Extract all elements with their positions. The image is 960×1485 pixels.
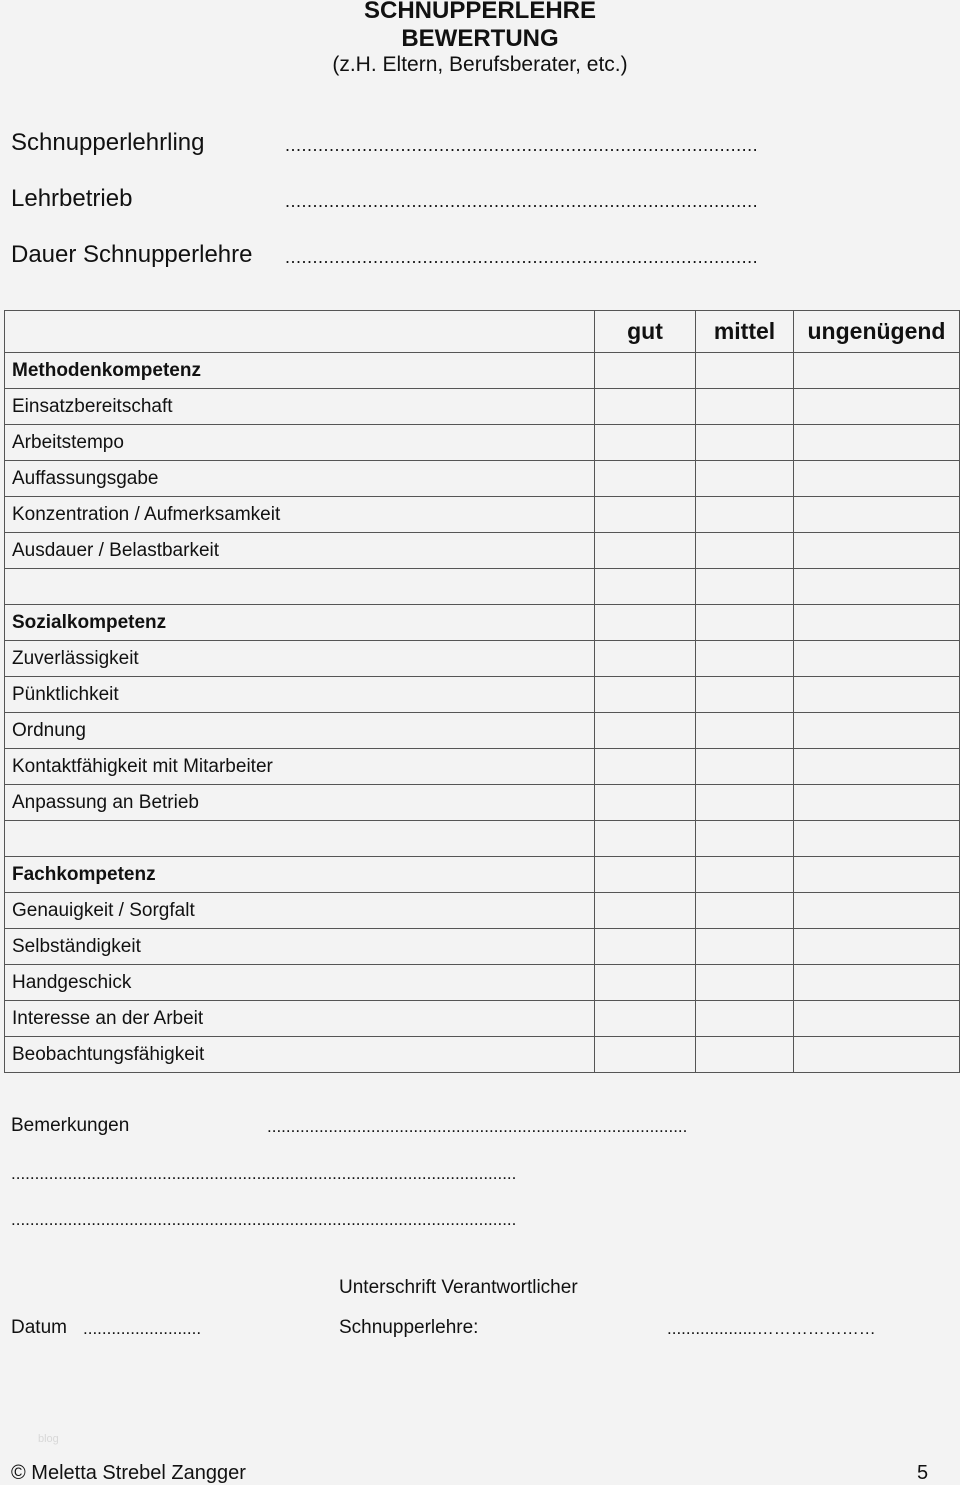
rating-cell-gut[interactable] <box>595 677 696 713</box>
evaluation-table <box>4 310 960 1073</box>
rating-cell-ungenuegend[interactable] <box>794 965 960 1001</box>
signature-dots: ...................………………… <box>667 1319 876 1338</box>
criterion-label: Beobachtungsfähigkeit <box>5 1037 595 1073</box>
rating-cell-gut[interactable] <box>595 785 696 821</box>
rating-cell-mittel[interactable] <box>696 1001 794 1037</box>
rating-cell-ungenuegend <box>794 821 960 857</box>
blank-row <box>5 821 960 857</box>
rating-cell-ungenuegend[interactable] <box>794 929 960 965</box>
rating-cell-mittel[interactable] <box>696 641 794 677</box>
field-dots-lehrbetrieb: ...................................................................................... <box>285 191 759 211</box>
table-header-blank <box>5 311 595 353</box>
rating-cell-mittel[interactable] <box>696 425 794 461</box>
rating-cell-ungenuegend[interactable] <box>794 497 960 533</box>
page-number: 5 <box>917 1462 929 1484</box>
rating-cell-mittel[interactable] <box>696 1037 794 1073</box>
table-row <box>5 425 960 461</box>
rating-cell-mittel <box>696 857 794 893</box>
rating-cell-ungenuegend[interactable] <box>794 785 960 821</box>
rating-cell-mittel[interactable] <box>696 785 794 821</box>
rating-cell-ungenuegend[interactable] <box>794 461 960 497</box>
rating-cell-ungenuegend[interactable] <box>794 425 960 461</box>
rating-cell-mittel[interactable] <box>696 713 794 749</box>
criterion-label: Ausdauer / Belastbarkeit <box>5 533 595 569</box>
criterion-label: Selbständigkeit <box>5 929 595 965</box>
table-row <box>5 641 960 677</box>
rating-cell-gut[interactable] <box>595 641 696 677</box>
remarks-label: Bemerkungen <box>11 1115 130 1136</box>
rating-cell-mittel <box>696 353 794 389</box>
rating-cell-mittel[interactable] <box>696 533 794 569</box>
rating-cell-mittel[interactable] <box>696 965 794 1001</box>
criterion-label <box>5 821 595 857</box>
rating-cell-gut[interactable] <box>595 713 696 749</box>
column-header-gut: gut <box>595 311 696 353</box>
rating-cell-gut[interactable] <box>595 749 696 785</box>
signature-label-line1: Unterschrift Verantwortlicher <box>339 1277 578 1298</box>
rating-cell-ungenuegend <box>794 857 960 893</box>
field-dots-schnupperlehrling: ...................................................................................... <box>285 135 759 155</box>
rating-cell-gut <box>595 569 696 605</box>
rating-cell-gut[interactable] <box>595 965 696 1001</box>
document-title-line1: SCHNUPPERLEHRE <box>363 0 597 24</box>
table-row <box>5 785 960 821</box>
table-row <box>5 893 960 929</box>
column-header-ungenuegend: ungenügend <box>794 311 960 353</box>
rating-cell-mittel[interactable] <box>696 749 794 785</box>
table-row <box>5 749 960 785</box>
table-row <box>5 929 960 965</box>
field-dots-dauer: ...................................................................................... <box>285 247 759 267</box>
rating-cell-ungenuegend[interactable] <box>794 389 960 425</box>
table-row <box>5 713 960 749</box>
rating-cell-ungenuegend[interactable] <box>794 1001 960 1037</box>
rating-cell-ungenuegend[interactable] <box>794 533 960 569</box>
remarks-dots-line2: ........................................................................................................... <box>11 1164 517 1183</box>
table-header-row <box>5 311 960 353</box>
criterion-label: Interesse an der Arbeit <box>5 1001 595 1037</box>
document-title-line2: BEWERTUNG <box>401 25 559 52</box>
criterion-label: Kontaktfähigkeit mit Mitarbeiter <box>5 749 595 785</box>
copyright-text: © Meletta Strebel Zangger <box>11 1462 246 1484</box>
rating-cell-gut <box>595 605 696 641</box>
criterion-label: Pünktlichkeit <box>5 677 595 713</box>
rating-cell-ungenuegend <box>794 569 960 605</box>
rating-cell-mittel[interactable] <box>696 389 794 425</box>
table-row <box>5 1001 960 1037</box>
table-row <box>5 965 960 1001</box>
rating-cell-mittel[interactable] <box>696 461 794 497</box>
rating-cell-ungenuegend[interactable] <box>794 713 960 749</box>
rating-cell-gut <box>595 857 696 893</box>
criterion-label: Konzentration / Aufmerksamkeit <box>5 497 595 533</box>
field-label-dauer: Dauer Schnupperlehre <box>11 241 253 268</box>
table-row <box>5 533 960 569</box>
table-row <box>5 461 960 497</box>
rating-cell-mittel <box>696 821 794 857</box>
rating-cell-gut[interactable] <box>595 389 696 425</box>
date-label: Datum <box>11 1317 67 1338</box>
rating-cell-gut[interactable] <box>595 1037 696 1073</box>
table-row <box>5 1037 960 1073</box>
criterion-label: Zuverlässigkeit <box>5 641 595 677</box>
rating-cell-gut <box>595 353 696 389</box>
rating-cell-ungenuegend[interactable] <box>794 677 960 713</box>
rating-cell-ungenuegend <box>794 353 960 389</box>
rating-cell-gut[interactable] <box>595 461 696 497</box>
table-row <box>5 677 960 713</box>
rating-cell-gut[interactable] <box>595 893 696 929</box>
remarks-dots-line3: ........................................................................................................... <box>11 1210 517 1229</box>
rating-cell-gut[interactable] <box>595 533 696 569</box>
rating-cell-gut[interactable] <box>595 425 696 461</box>
rating-cell-gut[interactable] <box>595 929 696 965</box>
date-dots: ......................... <box>83 1319 202 1338</box>
rating-cell-gut[interactable] <box>595 497 696 533</box>
section-row <box>5 857 960 893</box>
criterion-label <box>5 569 595 605</box>
column-header-mittel: mittel <box>696 311 794 353</box>
criterion-label: Einsatzbereitschaft <box>5 389 595 425</box>
rating-cell-ungenuegend[interactable] <box>794 1037 960 1073</box>
watermark-text: blog <box>38 1433 59 1445</box>
table-row <box>5 497 960 533</box>
criterion-label: Genauigkeit / Sorgfalt <box>5 893 595 929</box>
rating-cell-gut <box>595 821 696 857</box>
rating-cell-ungenuegend <box>794 605 960 641</box>
rating-cell-mittel <box>696 605 794 641</box>
rating-cell-mittel <box>696 569 794 605</box>
rating-cell-ungenuegend[interactable] <box>794 893 960 929</box>
rating-cell-mittel[interactable] <box>696 929 794 965</box>
section-row <box>5 605 960 641</box>
criterion-label: Arbeitstempo <box>5 425 595 461</box>
remarks-dots-line1: ......................................................................................... <box>267 1117 688 1136</box>
rating-cell-mittel[interactable] <box>696 893 794 929</box>
rating-cell-mittel[interactable] <box>696 497 794 533</box>
section-heading: Fachkompetenz <box>5 857 595 893</box>
section-heading: Methodenkompetenz <box>5 353 595 389</box>
signature-label-line2: Schnupperlehre: <box>339 1317 479 1338</box>
document-subtitle: (z.H. Eltern, Berufsberater, etc.) <box>332 53 628 76</box>
criterion-label: Auffassungsgabe <box>5 461 595 497</box>
criterion-label: Handgeschick <box>5 965 595 1001</box>
section-row <box>5 353 960 389</box>
rating-cell-gut[interactable] <box>595 1001 696 1037</box>
rating-cell-mittel[interactable] <box>696 677 794 713</box>
field-label-lehrbetrieb: Lehrbetrieb <box>11 185 133 212</box>
table-row <box>5 389 960 425</box>
blank-row <box>5 569 960 605</box>
rating-cell-ungenuegend[interactable] <box>794 641 960 677</box>
criterion-label: Anpassung an Betrieb <box>5 785 595 821</box>
field-label-schnupperlehrling: Schnupperlehrling <box>11 129 205 156</box>
criterion-label: Ordnung <box>5 713 595 749</box>
section-heading: Sozialkompetenz <box>5 605 595 641</box>
rating-cell-ungenuegend[interactable] <box>794 749 960 785</box>
